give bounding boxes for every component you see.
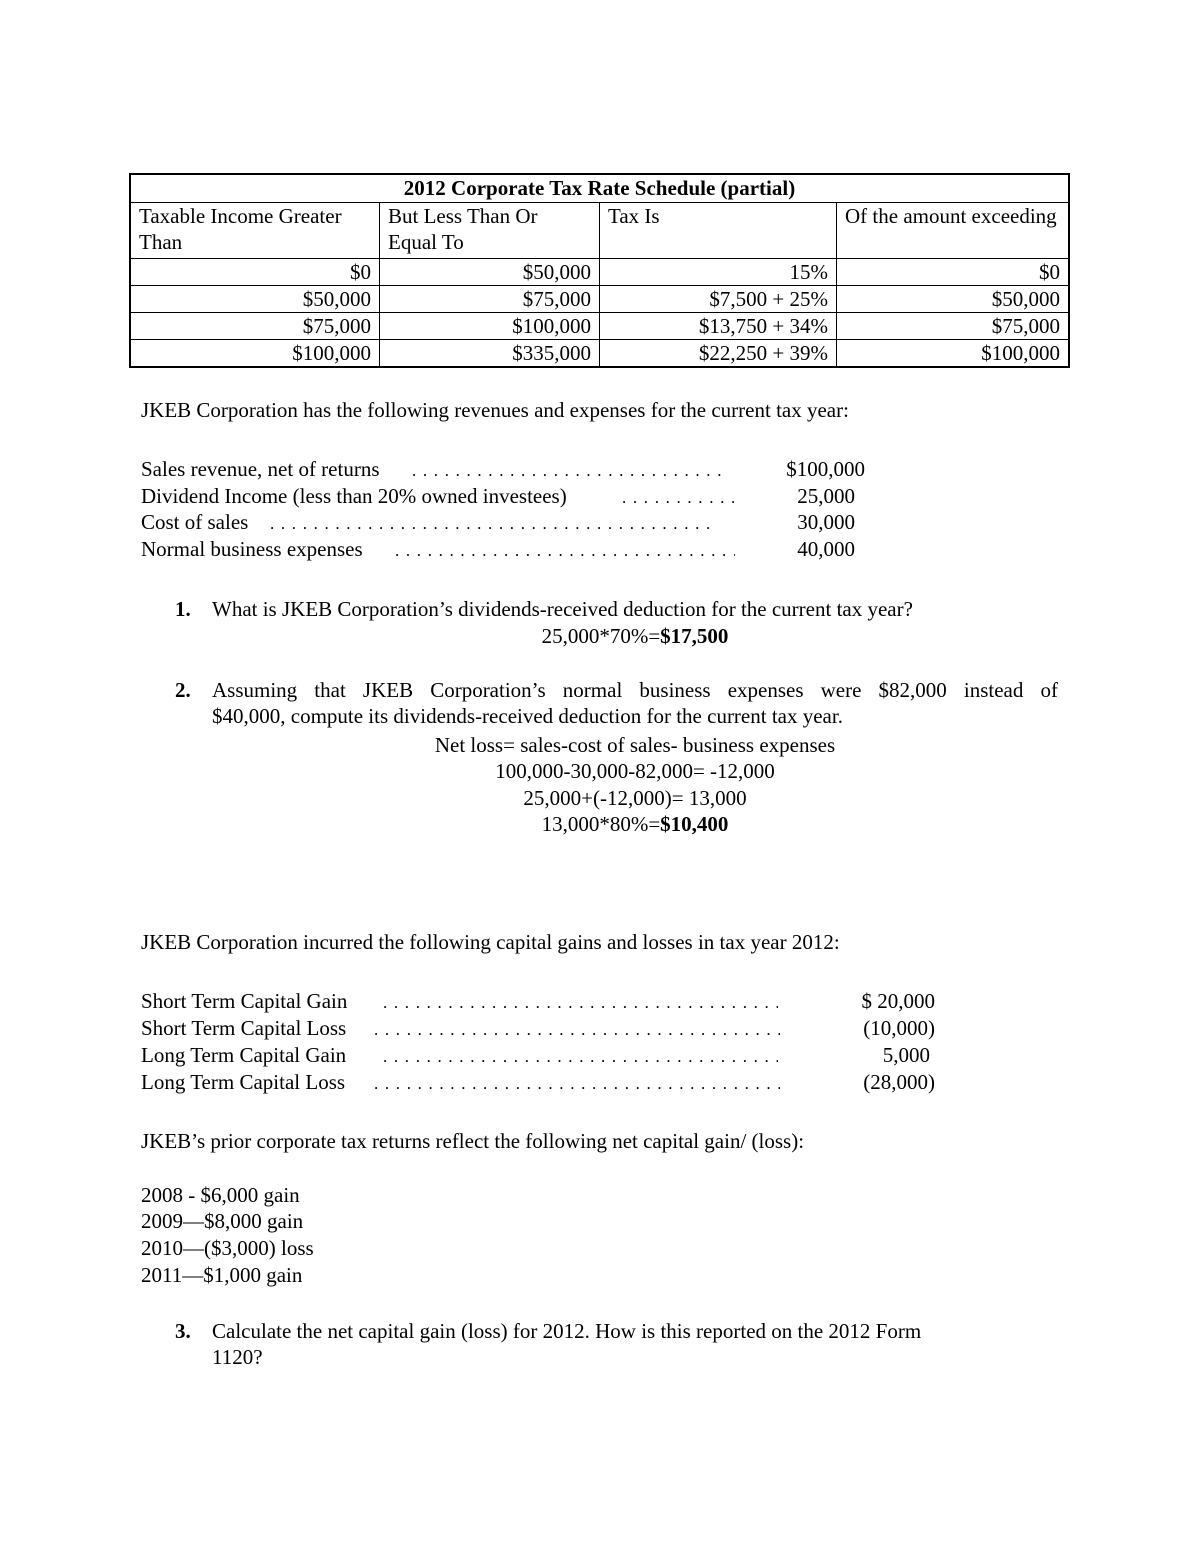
- capital-value: 5,000: [882, 1043, 930, 1067]
- answer-value: $10,400: [660, 812, 729, 836]
- cell: $22,250 + 39%: [600, 340, 837, 368]
- cell: $75,000: [837, 313, 1070, 340]
- column-header: Taxable Income Greater Than: [130, 203, 380, 259]
- intro-capital: JKEB Corporation incurred the following capital gains and losses in tax year 2012:: [141, 930, 840, 954]
- dot-leader: [395, 536, 735, 564]
- cell: $13,750 + 34%: [600, 313, 837, 340]
- question-text: What is JKEB Corporation’s dividends-received deduction for the current tax year?: [212, 597, 913, 621]
- capital-value: $ 20,000: [861, 989, 935, 1013]
- cell: $50,000: [380, 259, 600, 286]
- question-number: 2.: [175, 678, 191, 702]
- prior-item: 2010—($3,000) loss: [141, 1236, 314, 1260]
- question-text: $40,000, compute its dividends-received deduction for the current tax year.: [212, 704, 843, 728]
- question-text: 1120?: [212, 1345, 263, 1369]
- answer: [335, 623, 935, 649]
- revenue-label: Cost of sales: [141, 510, 249, 534]
- dot-leader: [383, 1042, 778, 1070]
- prior-item: 2009—$8,000 gain: [141, 1209, 304, 1233]
- revenue-label: Normal business expenses: [141, 537, 363, 561]
- capital-value: (28,000): [863, 1070, 935, 1094]
- revenue-value: 40,000: [797, 537, 855, 561]
- cell: $50,000: [837, 286, 1070, 313]
- revenue-value: 25,000: [797, 484, 855, 508]
- dot-leader: [374, 1069, 780, 1097]
- capital-value: (10,000): [863, 1016, 935, 1040]
- prior-item: 2011—$1,000 gain: [141, 1263, 303, 1287]
- prior-item: 2008 - $6,000 gain: [141, 1183, 300, 1207]
- intro-prior: JKEB’s prior corporate tax returns reflect the following net capital gain/ (loss):: [141, 1129, 805, 1153]
- tax-rate-table: [129, 173, 1070, 368]
- cell: $100,000: [837, 340, 1070, 368]
- cell: 15%: [600, 259, 837, 286]
- question-text: Calculate the net capital gain (loss) for 2012. How is this reported on the 2012 Form: [212, 1319, 922, 1343]
- revenue-label: Sales revenue, net of returns: [141, 457, 380, 481]
- cell: $75,000: [380, 286, 600, 313]
- table-title: 2012 Corporate Tax Rate Schedule (partial): [130, 174, 1069, 203]
- capital-label: Short Term Capital Loss: [141, 1016, 347, 1040]
- revenue-value: $100,000: [786, 457, 865, 481]
- revenue-value: 30,000: [797, 510, 855, 534]
- cell: $75,000: [130, 313, 380, 340]
- question-number: 3.: [175, 1319, 191, 1343]
- capital-label: Long Term Capital Loss: [141, 1070, 346, 1094]
- dot-leader: [622, 483, 734, 511]
- revenue-label: Dividend Income (less than 20% owned investees): [141, 484, 567, 508]
- answer-work: 25,000*70%=: [541, 624, 661, 648]
- cell: $100,000: [380, 313, 600, 340]
- answer-work: Net loss= sales-cost of sales- business expenses: [434, 733, 836, 757]
- table-row: [130, 340, 1069, 368]
- cell: $0: [130, 259, 380, 286]
- capital-label: Long Term Capital Gain: [141, 1043, 347, 1067]
- dot-leader: [383, 988, 778, 1016]
- cell: $50,000: [130, 286, 380, 313]
- cell: $0: [837, 259, 1070, 286]
- cell: $100,000: [130, 340, 380, 368]
- table-row: [130, 259, 1069, 286]
- column-header: But Less Than Or Equal To: [380, 203, 600, 259]
- capital-label: Short Term Capital Gain: [141, 989, 348, 1013]
- cell: $7,500 + 25%: [600, 286, 837, 313]
- dot-leader: [412, 456, 724, 484]
- column-header: Tax Is: [600, 203, 837, 259]
- answer-work: 100,000-30,000-82,000= -12,000: [495, 759, 775, 783]
- answer: [335, 811, 935, 837]
- answer-work: 25,000+(-12,000)= 13,000: [523, 786, 747, 810]
- table-row: [130, 313, 1069, 340]
- cell: $335,000: [380, 340, 600, 368]
- dot-leader: [374, 1015, 780, 1043]
- intro-revenues: JKEB Corporation has the following revenues and expenses for the current tax year:: [141, 398, 849, 422]
- dot-leader: [270, 509, 718, 537]
- question-text: Assuming that JKEB Corporation’s normal business expenses were $82,000 instead of: [212, 678, 1058, 702]
- answer-work: 13,000*80%=: [541, 812, 661, 836]
- column-header: Of the amount exceeding: [837, 203, 1070, 259]
- answer-value: $17,500: [660, 624, 729, 648]
- table-row: [130, 286, 1069, 313]
- question-number: 1.: [175, 597, 191, 621]
